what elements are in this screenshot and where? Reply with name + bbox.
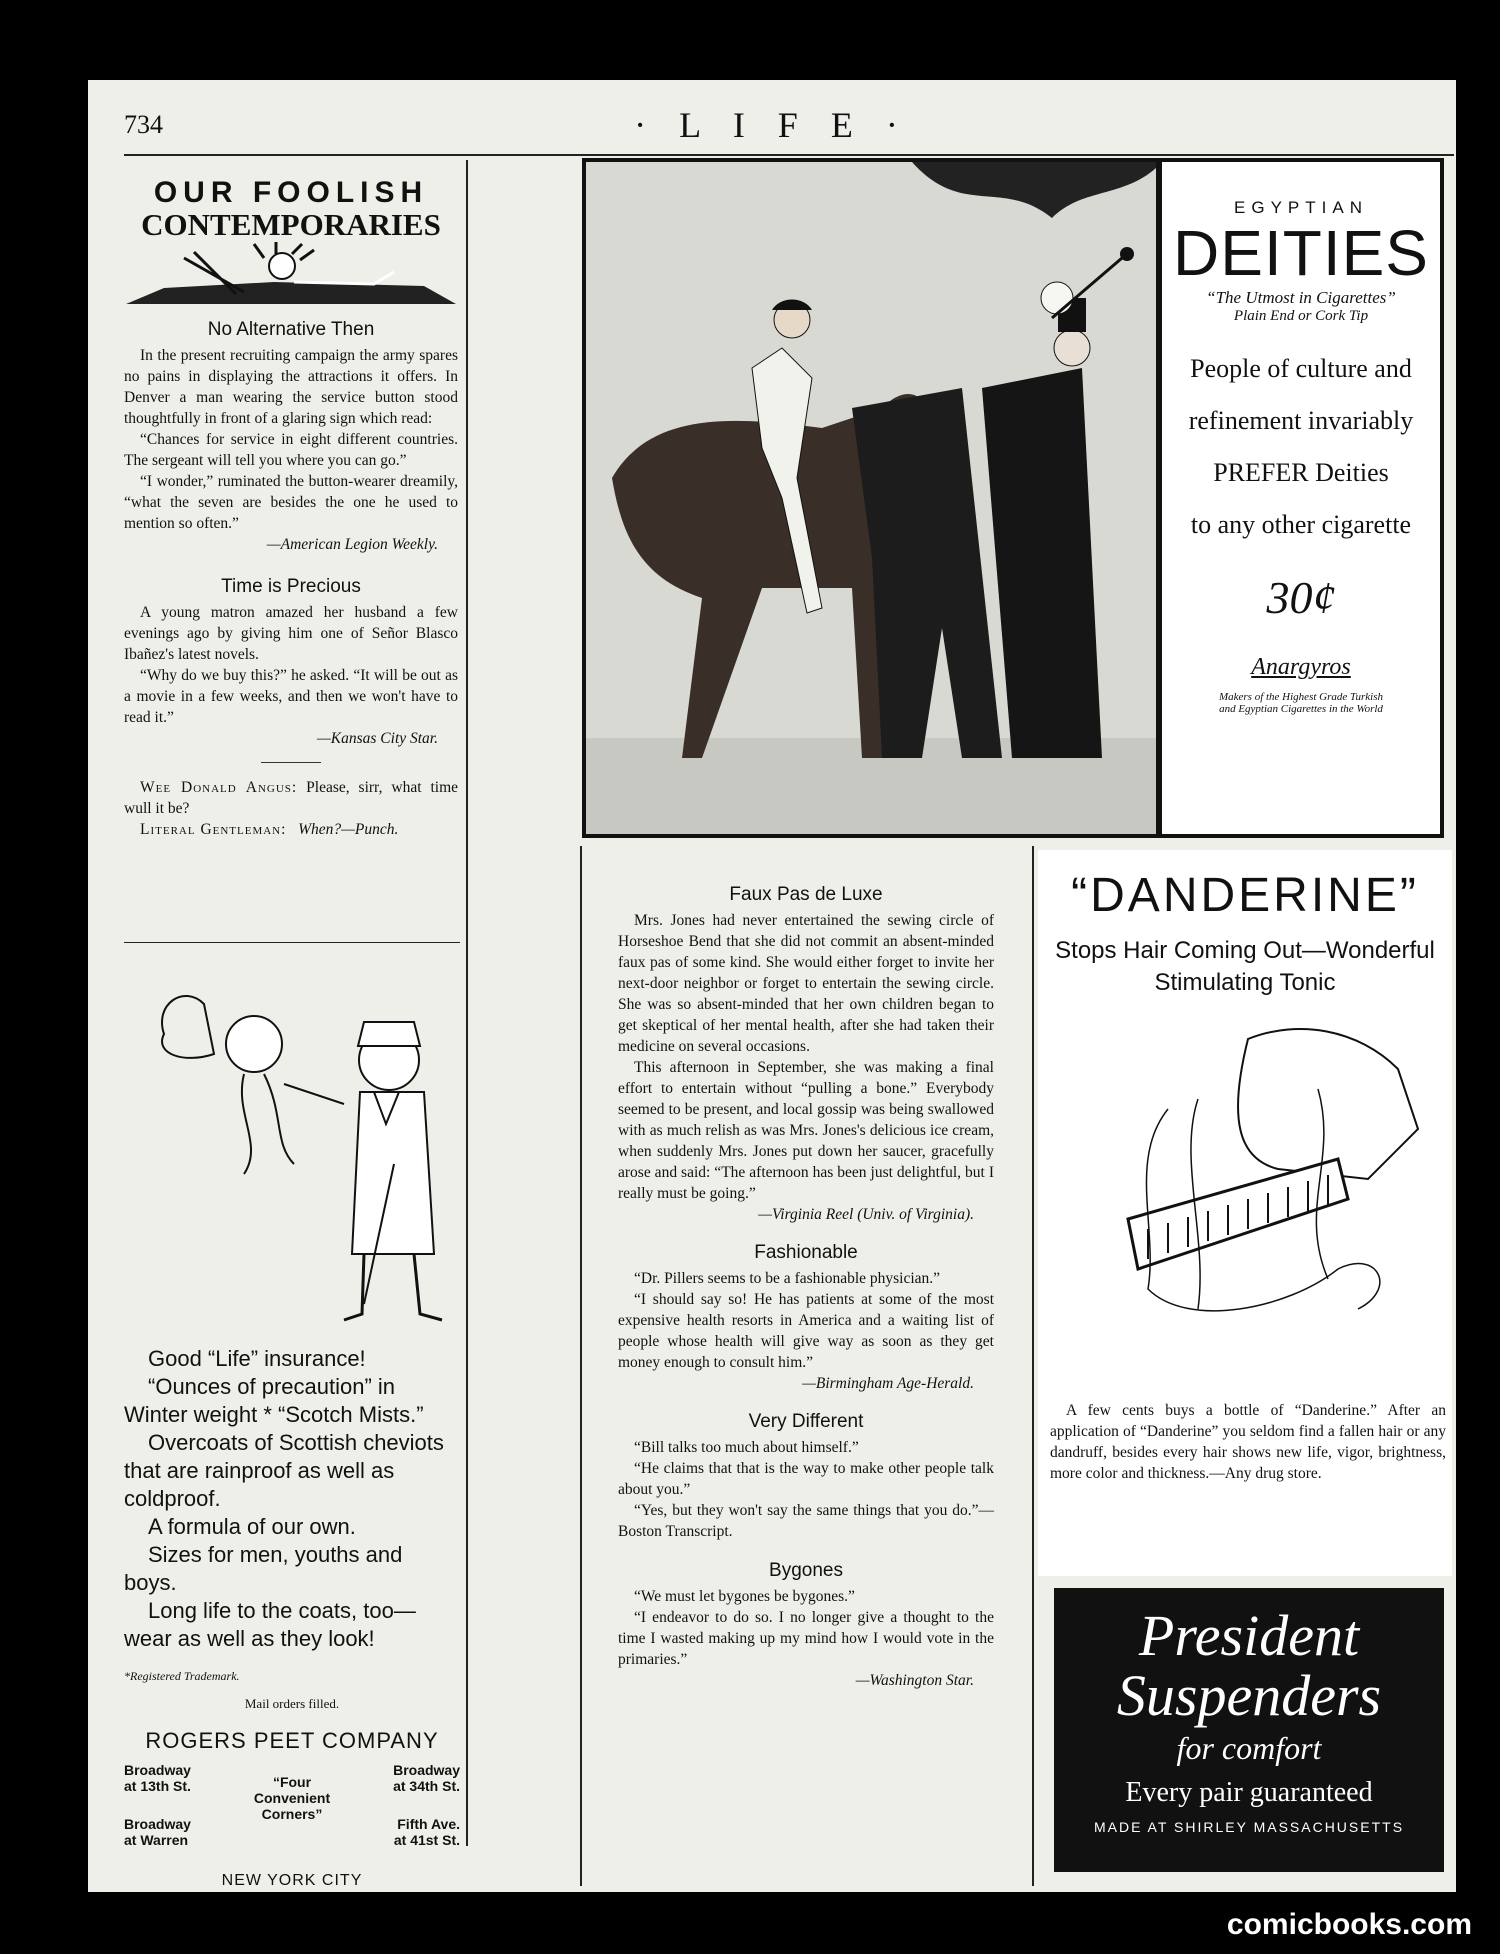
item-title: Fashionable: [754, 1242, 858, 1263]
jester-illustration: [124, 242, 458, 308]
company-name: ROGERS PEET COMPANY: [145, 1728, 439, 1753]
speaker: Literal Gentleman:: [140, 821, 287, 838]
speaker: Wee Donald Angus:: [140, 779, 298, 796]
paragraph: “Chances for service in eight different countries. The sergeant will tell you where you can go.”: [124, 431, 458, 469]
makers-line: Makers of the Highest Grade Turkish: [1218, 691, 1384, 703]
item-title: Very Different: [748, 1411, 864, 1432]
divider: [261, 762, 321, 763]
brand-title: DEITIES: [1173, 217, 1429, 289]
dialog: [124, 777, 458, 840]
paragraph: In the present recruiting campaign the army spares no pains in displaying the attractions it offers. In Denver a man wearing the service button stood thoughtfully in front of a glaring sign which read:: [124, 347, 458, 427]
rogers-peet-advertisement: [124, 964, 460, 1889]
president-suspenders-advertisement: [1054, 1588, 1444, 1872]
paragraph: A few cents buys a bottle of “Danderine.” After an application of “Danderine” you seldom find a fallen hair or any dandruff, besides every hair shows new life, vigor, brightness, more color and thickness.—Any drug store.: [1050, 1402, 1446, 1482]
paragraph: “Dr. Pillers seems to be a fashionable physician.”: [634, 1270, 941, 1287]
paragraph: “Bill talks too much about himself.”: [634, 1439, 859, 1456]
dialog-line: When?—Punch.: [298, 821, 399, 838]
location-41st: Fifth Ave. at 41st St.: [393, 1816, 460, 1848]
location-warren: Broadway at Warren: [124, 1816, 191, 1848]
location-34th: Broadway at 34th St.: [393, 1762, 460, 1794]
danderine-headline: Stops Hair Coming Out—Wonderful Stimulating Tonic: [1055, 937, 1435, 996]
makers-line: and Egyptian Cigarettes in the World: [1219, 703, 1383, 715]
contemporaries-heading: [124, 178, 458, 313]
magazine-page: [88, 80, 1456, 1892]
item-no-alternative: [124, 319, 458, 554]
item-very-different: [618, 1411, 994, 1542]
column-rule: [580, 846, 582, 1886]
heading-line-2: CONTEMPORARIES: [141, 207, 441, 242]
suspenders-brand-1: President: [1138, 1603, 1360, 1668]
suspenders-brand-2: Suspenders: [1116, 1663, 1382, 1728]
danderine-brand: “DANDERINE”: [1071, 869, 1419, 922]
copy-line: Overcoats of Scottish cheviots that are rainproof as well as coldproof.: [124, 1430, 444, 1511]
heading-line-1: OUR FOOLISH: [153, 176, 429, 209]
attribution: —American Legion Weekly.: [266, 536, 438, 553]
deities-pitch: [1162, 343, 1440, 551]
attribution: —Washington Star.: [855, 1672, 974, 1689]
subtag: Plain End or Cork Tip: [1233, 308, 1369, 324]
copy-line: A formula of our own.: [148, 1514, 356, 1539]
contemporaries-section: [124, 178, 458, 840]
attribution: —Virginia Reel (Univ. of Virginia).: [758, 1206, 974, 1223]
section-rule: [124, 942, 460, 943]
suspenders-tag: for comfort: [1176, 1730, 1322, 1766]
cupid-and-man-illustration: [124, 964, 460, 1334]
attribution: —Kansas City Star.: [316, 730, 438, 747]
copy-line: Good “Life” insurance!: [148, 1346, 366, 1371]
four-corners: “Four Convenient Corners”: [253, 1774, 331, 1822]
watermark: comicbooks.com: [1226, 1908, 1472, 1941]
price: 30¢: [1266, 572, 1336, 623]
danderine-body: [1050, 1400, 1446, 1484]
paragraph: “We must let bygones be bygones.”: [634, 1588, 855, 1605]
location-13th: Broadway at 13th St.: [124, 1762, 191, 1794]
humor-column: [618, 884, 994, 1690]
mail-orders: Mail orders filled.: [244, 1696, 340, 1711]
paragraph: “I endeavor to do so. I no longer give a thought to the time I wasted making up my mind how I would vote in the primaries.”: [618, 1609, 994, 1668]
column-rule: [1032, 846, 1034, 1886]
pitch-line: refinement invariably: [1188, 406, 1414, 435]
tagline: “The Utmost in Cigarettes”: [1206, 288, 1396, 307]
rogers-copy: [124, 1345, 460, 1653]
paragraph: Mrs. Jones had never entertained the sewing circle of Horseshoe Bend that she did not commit an absent-minded faux pas of some kind. She would either forget to invite her next-door neighbor or forget to entertain the sewing circle. She was so absent-minded that her own children began to get skeptical of her mental health, after she had taken their medicine on several occasions.: [618, 912, 994, 1055]
paragraph: “Yes, but they won't say the same things that you do.”—Boston Transcript.: [618, 1502, 994, 1540]
trademark-note: *Registered Trademark.: [124, 1669, 240, 1683]
store-locations: [124, 1762, 460, 1872]
copy-line: “Ounces of precaution” in Winter weight * “Scotch Mists.”: [124, 1374, 424, 1427]
paragraph: “I wonder,” ruminated the button-wearer dreamily, “what the seven are besides the one he used to mention so often.”: [124, 473, 458, 532]
item-title: Time is Precious: [221, 576, 361, 597]
column-rule: [466, 160, 468, 1846]
copy-line: Long life to the coats, too—wear as well as they look!: [124, 1598, 416, 1651]
deities-ad-copy: [1162, 162, 1440, 834]
item-title: Bygones: [769, 1560, 843, 1581]
danderine-advertisement: [1038, 850, 1452, 1576]
paragraph: “He claims that that is the way to make other people talk about you.”: [618, 1460, 994, 1498]
item-faux-pas: [618, 884, 994, 1224]
copy-line: Sizes for men, youths and boys.: [124, 1542, 403, 1595]
header-rule: [124, 154, 1454, 156]
city: NEW YORK CITY: [221, 1872, 363, 1889]
item-title: No Alternative Then: [207, 319, 375, 340]
deities-advertisement: [582, 158, 1444, 838]
pitch-line: PREFER Deities: [1213, 458, 1389, 487]
paragraph: A young matron amazed her husband a few evenings ago by giving him one of Señor Blasco Ibañez's latest novels.: [124, 604, 458, 663]
item-fashionable: [618, 1242, 994, 1393]
paragraph: “Why do we buy this?” he asked. “It will be out as a movie in a few weeks, and then we won't have to read it.”: [124, 667, 458, 726]
polo-illustration: [582, 158, 1160, 838]
magazine-title: · L I F E ·: [634, 105, 910, 145]
suspenders-made-at: MADE AT SHIRLEY MASSACHUSETTS: [1093, 1819, 1405, 1835]
item-time-is-precious: [124, 576, 458, 748]
signature: Anargyros: [1251, 654, 1351, 680]
hand-with-comb-illustration: [1038, 1009, 1452, 1389]
item-bygones: [618, 1560, 994, 1690]
item-title: Faux Pas de Luxe: [729, 884, 883, 905]
paragraph: “I should say so! He has patients at some of the most expensive health resorts in America and a waiting list of people whose health will give way as soon as they get money enough to consult him.”: [618, 1291, 994, 1371]
pitch-line: People of culture and: [1190, 354, 1412, 383]
pitch-line: to any other cigarette: [1190, 510, 1412, 539]
paragraph: This afternoon in September, she was making a final effort to entertain without “pulling a bone.” Everybody seemed to be present, and local gossip was being swallowed with as much relish as was Mrs. Jones's delicious ice cream, when suddenly Mrs. Jones put down her saucer, gracefully arose and said: “The afternoon has been just delightful, but I really must be going.”: [618, 1059, 994, 1202]
eyebrow: EGYPTIAN: [1234, 198, 1368, 217]
dialog-line: Please, sirr, what time wull it be?: [124, 779, 459, 817]
suspenders-guarantee: Every pair guaranteed: [1125, 1777, 1373, 1808]
attribution: —Birmingham Age-Herald.: [802, 1375, 974, 1392]
page-number: 734: [124, 110, 163, 139]
